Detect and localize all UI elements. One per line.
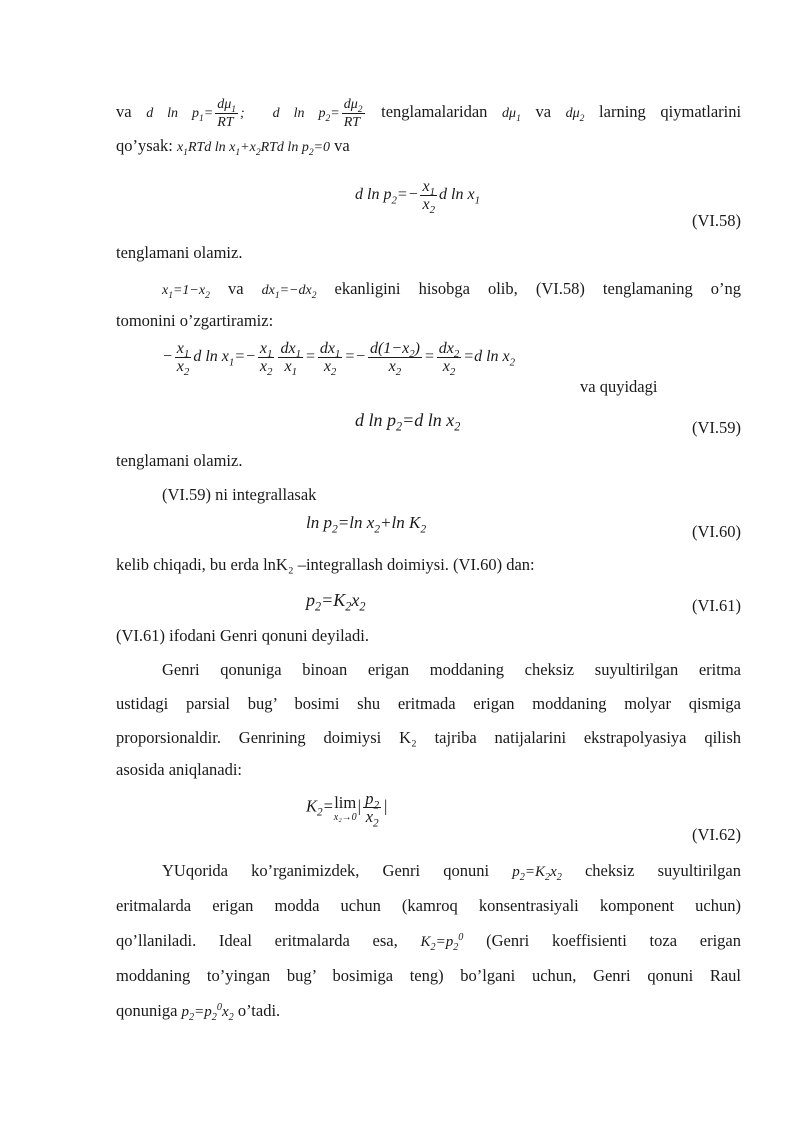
word: tenglamalaridan (381, 102, 488, 121)
text-line: moddaning to’yingan bug’ bosimiga teng) bo’lgani uchun, Genri qonuni Raul (116, 966, 741, 985)
text-span: ekanligini hisobga olib, (VI.58) tenglamaning o’ng (334, 279, 742, 298)
equation-vi58: d $\ln p_2=-$ $\frac{x_1}{x_2}$ d $\ln x_1$ (355, 178, 481, 217)
equation-number: (VI.58) (691, 211, 741, 230)
formula-k2-p2: $K_2=p_2^0$ (420, 932, 464, 953)
text-span: cheksiz suyultirilgan (584, 861, 741, 880)
text-line (162, 861, 741, 882)
text-span: va quyidagi (580, 377, 658, 396)
formula-dmu2: $d\mu_2$ (565, 106, 585, 124)
word: va (535, 102, 552, 121)
formula-dx1: $dx_1=-dx_2$ (261, 283, 317, 301)
formula-raoult: $p_2=p_2^0x_2$ (181, 1002, 234, 1023)
text-line: proporsionaldir. Genrining doimiysi K₂ tajriba natijalarini ekstrapolyasiya qilish (116, 728, 741, 747)
text-line: (VI.61) ifodani Genri qonuni deyiladi. (116, 626, 369, 645)
text-line (116, 931, 741, 952)
equation-vi60: $\ln p_2=\ln$ $x_2+\ln$ $K_2$ (306, 513, 427, 536)
text-line: tenglamani olamiz. (116, 451, 243, 470)
equation-vi61: $p_2=K_2x_2$ (306, 590, 366, 614)
text-span: qo’llaniladi. Ideal eritmalarda esa, (116, 931, 398, 950)
word: va (227, 279, 244, 298)
word: qiymatlarini (660, 102, 742, 121)
text-line: kelib chiqadi, bu erda lnK₂ –integrallash doimiysi. (VI.60) dan: (116, 555, 535, 574)
formula-x1: $x_1=1-x_2$ (162, 283, 210, 301)
text-line: Genri qonuniga binoan erigan moddaning cheksiz suyultirilgan eritma (162, 660, 741, 679)
word: va (116, 102, 132, 121)
text-line: tenglamani olamiz. (116, 243, 243, 262)
equation-vi62: $K_2=\lim$ x₂→0 | $\frac{p_2}{x_2}$ | (306, 789, 388, 830)
text-span: qonuniga (116, 1001, 178, 1020)
word: larning (599, 102, 646, 121)
text-line-2 (116, 136, 741, 158)
equation-number: (VI.61) (691, 596, 741, 615)
formula-gibbs-duhem: $x_1RTd$ $\ln x_1+x_2RTd$ $\ln p_2=0$ (176, 140, 331, 158)
text-line: tomonini o’zgartiramiz: (116, 311, 274, 330)
text-span: (Genri koeffisienti toza erigan (486, 931, 741, 950)
equation-number: (VI.59) (691, 418, 741, 437)
formula-dmu1: $d\mu_1$ (502, 106, 521, 124)
equation-vi59: d $\ln p_2=d$ $\ln x_2$ (355, 410, 461, 434)
equation-number: (VI.60) (691, 522, 741, 541)
limit-subscript: x₂→0 (333, 811, 357, 823)
text-line: asosida aniqlanadi: (116, 760, 243, 779)
text-line-1 (116, 92, 741, 132)
word: qo’ysak: (116, 136, 173, 155)
formula-henry: $p_2=K_2x_2$ (512, 864, 562, 883)
text-span: YUqorida ko’rganimizdek, Genri qonuni (162, 861, 490, 880)
word: va (334, 136, 350, 155)
equation-number: (VI.62) (691, 825, 741, 844)
equation-transform: − $\frac{x_1}{x_2}$ d $\ln x_1=-$ $\frac{x_1}{x_2}$ $\frac{dx_1}{x_1}$ = $\frac{dx_1}{x_2}$ =− $\frac{d(1-x_2)}{x_2}$ = $\frac{dx_2}{x_2}$ =d $\ln x_2$ (162, 340, 516, 379)
text-span: o’tadi. (237, 1001, 281, 1020)
text-line: ustidagi parsial bug’ bosimi shu eritmada erigan moddaning molyar qismiga (116, 694, 741, 713)
text-line: (VI.59) ni integrallasak (162, 485, 317, 504)
formula-dlnp1: d $\ln p_1=$ $\frac{d\mu_1}{RT}$ ; d $\ln p_2=$ $\frac{d\mu_2}{RT}$ (146, 97, 363, 131)
text-line: eritmalarda erigan modda uchun (kamroq konsentrasiyali komponent uchun) (116, 896, 741, 915)
text-line (116, 1001, 741, 1022)
text-line (162, 279, 741, 301)
